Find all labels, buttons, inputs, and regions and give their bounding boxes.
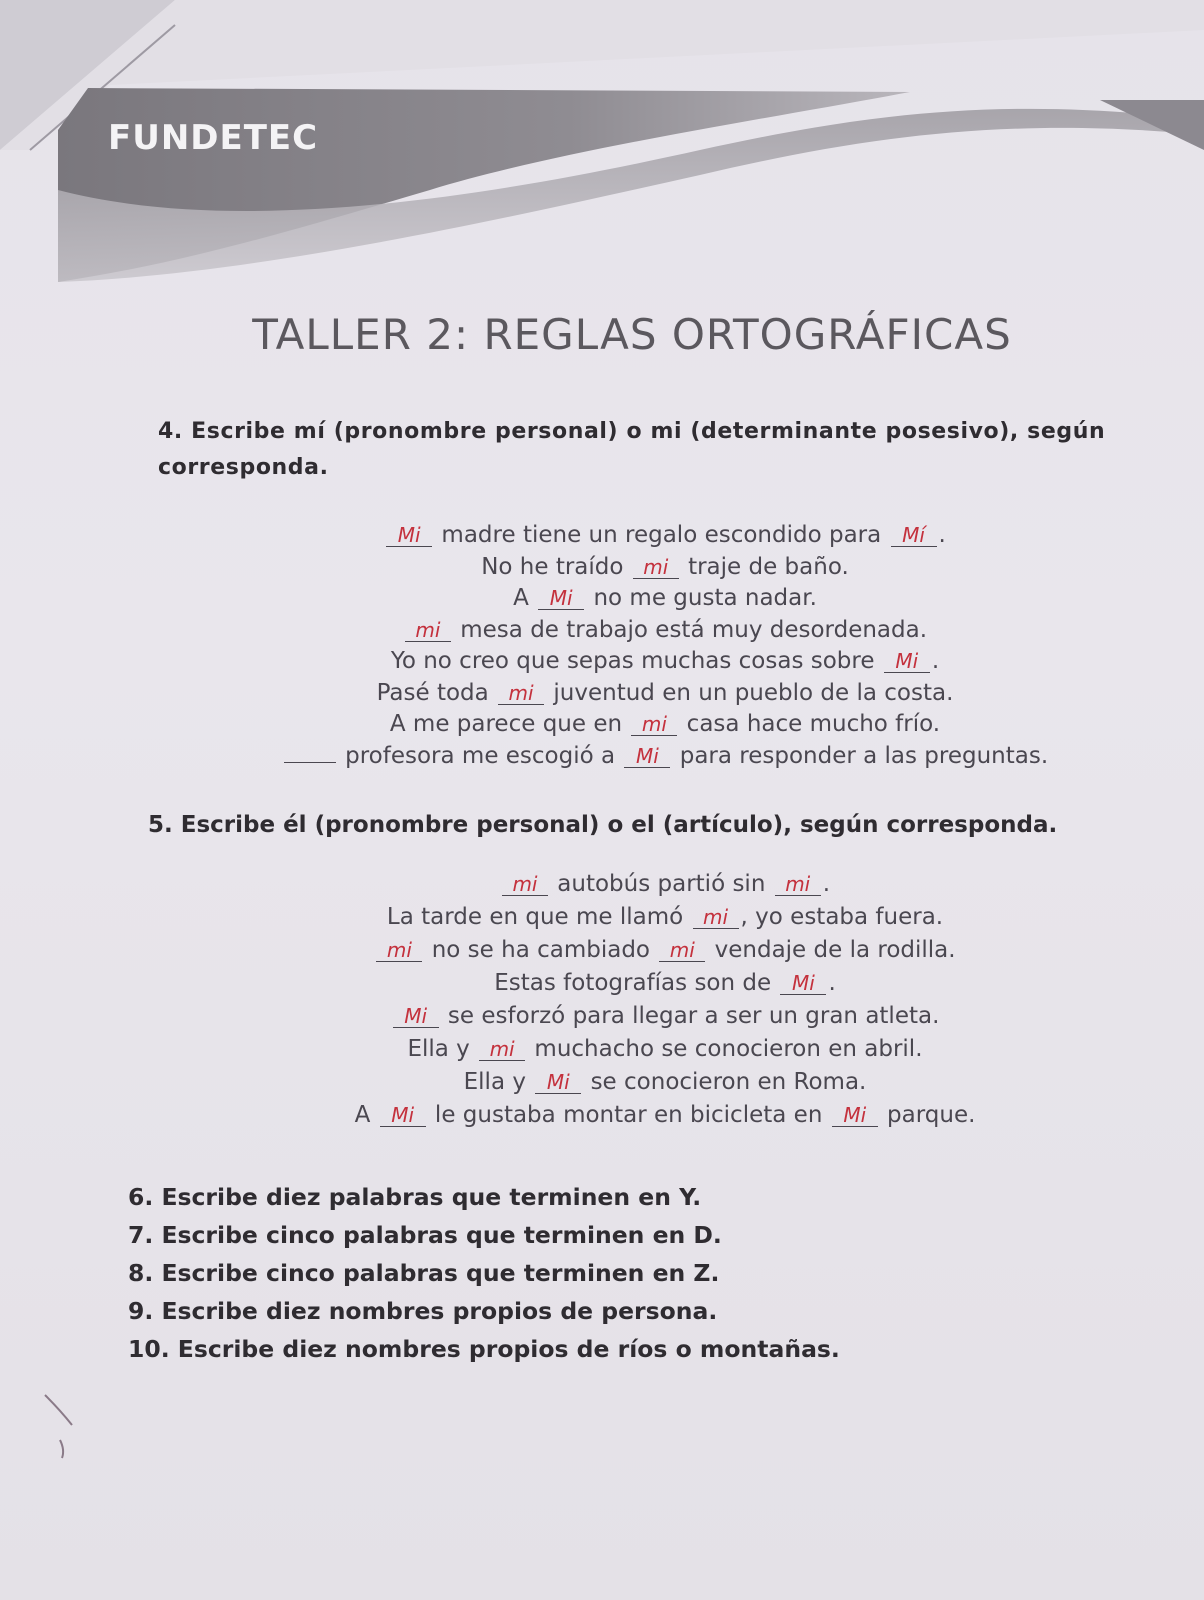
answer-blank[interactable]: mi: [479, 1038, 525, 1061]
answer-blank[interactable]: Mi: [380, 1104, 426, 1127]
sentence-line: [200, 615, 1130, 647]
sentence-text: .: [822, 871, 831, 897]
sentence-text: no me gusta nadar.: [586, 585, 817, 611]
sentence-text: A me parece que en: [389, 711, 630, 737]
sentence-text: parque.: [879, 1102, 976, 1128]
answer-blank[interactable]: mi: [633, 556, 679, 579]
sentence-text: traje de baño.: [680, 553, 849, 580]
sentence-text: autobús partió sin: [549, 871, 773, 897]
answer-blank[interactable]: mi: [693, 906, 739, 929]
answer-blank[interactable]: Mi: [884, 650, 930, 673]
sentence-text: Pasé toda: [376, 679, 497, 706]
sentence-line: [200, 709, 1130, 741]
answer-blank[interactable]: Mi: [393, 1005, 439, 1028]
sentence-text: Ella y: [463, 1069, 534, 1095]
exercise-4-instruction: 4. Escribe mí (pronombre personal) o mi (determinante posesivo), según corresponda.: [158, 419, 1106, 480]
sentence-line: [200, 741, 1130, 773]
sentence-line: [200, 901, 1130, 934]
sentence-text: casa hace mucho frío.: [679, 711, 941, 737]
sentence-text: Ella y: [407, 1036, 478, 1062]
task-item: 7. Escribe cinco palabras que terminen en D.: [128, 1221, 722, 1249]
answer-blank[interactable]: mi: [498, 682, 544, 705]
sentence-text: A: [354, 1102, 378, 1128]
task-item: 9. Escribe diez nombres propios de persona.: [128, 1297, 718, 1325]
exercise-4-sentences: [200, 520, 1130, 772]
sentence-line: [200, 967, 1130, 1000]
sentence-line: [200, 646, 1130, 678]
answer-blank[interactable]: Mi: [386, 524, 432, 547]
answer-blank[interactable]: Mí: [891, 524, 937, 547]
sentence-text: .: [938, 522, 946, 548]
answer-blank[interactable]: mi: [502, 873, 548, 896]
answer-blank[interactable]: mi: [631, 713, 677, 736]
sentence-text: para responder a las preguntas.: [672, 742, 1049, 769]
task-list: [128, 1178, 1078, 1368]
sentence-text: .: [931, 648, 940, 674]
sentence-text: Estas fotografías son de: [494, 970, 779, 996]
sentence-text: muchacho se conocieron en abril.: [527, 1036, 923, 1062]
sentence-text: .: [828, 970, 836, 996]
answer-blank[interactable]: Mi: [535, 1071, 581, 1094]
sentence-text: Yo no creo que sepas muchas cosas sobre: [390, 648, 882, 674]
answer-blank[interactable]: mi: [659, 939, 705, 962]
exercise-5-sentences: [200, 868, 1130, 1132]
sentence-line: [200, 1099, 1130, 1132]
sentence-text: se conocieron en Roma.: [583, 1069, 867, 1095]
answer-blank[interactable]: mi: [376, 939, 422, 962]
page-title: TALLER 2: REGLAS ORTOGRÁFICAS: [252, 310, 1012, 359]
sentence-line: [200, 868, 1130, 901]
sentence-text: vendaje de la rodilla.: [707, 937, 956, 963]
task-item: 6. Escribe diez palabras que terminen en Y.: [128, 1183, 702, 1211]
sentence-text: madre tiene un regalo escondido para: [434, 522, 889, 548]
answer-blank[interactable]: [284, 762, 336, 763]
answer-blank[interactable]: mi: [405, 619, 451, 642]
sentence-text: No he traído: [481, 553, 631, 580]
answer-blank[interactable]: Mi: [538, 587, 584, 610]
answer-blank[interactable]: Mi: [780, 972, 826, 995]
sentence-text: le gustaba montar en bicicleta en: [427, 1102, 830, 1128]
answer-blank[interactable]: Mi: [624, 745, 670, 768]
exercise-5-instruction: 5. Escribe él (pronombre personal) o el (artículo), según corresponda.: [148, 812, 1058, 838]
sentence-text: , yo estaba fuera.: [740, 904, 944, 930]
sentence-line: [200, 1033, 1130, 1066]
sentence-line: [200, 1066, 1130, 1099]
sentence-line: [200, 678, 1130, 710]
answer-blank[interactable]: mi: [775, 873, 821, 896]
sentence-text: profesora me escogió a: [337, 742, 623, 769]
task-item: 10. Escribe diez nombres propios de ríos o montañas.: [128, 1335, 840, 1363]
task-item: 8. Escribe cinco palabras que terminen en Z.: [128, 1259, 720, 1287]
sentence-text: mesa de trabajo está muy desordenada.: [452, 616, 928, 643]
sentence-text: no se ha cambiado: [424, 937, 658, 963]
brand-logo-text: FUNDETEC: [108, 118, 319, 158]
sentence-line: [200, 552, 1130, 584]
sentence-line: [200, 520, 1130, 552]
sentence-text: A: [513, 585, 537, 611]
sentence-line: [200, 934, 1130, 967]
sentence-line: [200, 1000, 1130, 1033]
sentence-text: La tarde en que me llamó: [386, 904, 691, 930]
sentence-line: [200, 583, 1130, 615]
sentence-text: juventud en un pueblo de la costa.: [546, 679, 954, 706]
sentence-text: se esforzó para llegar a ser un gran atleta.: [440, 1003, 940, 1029]
answer-blank[interactable]: Mi: [832, 1104, 878, 1127]
